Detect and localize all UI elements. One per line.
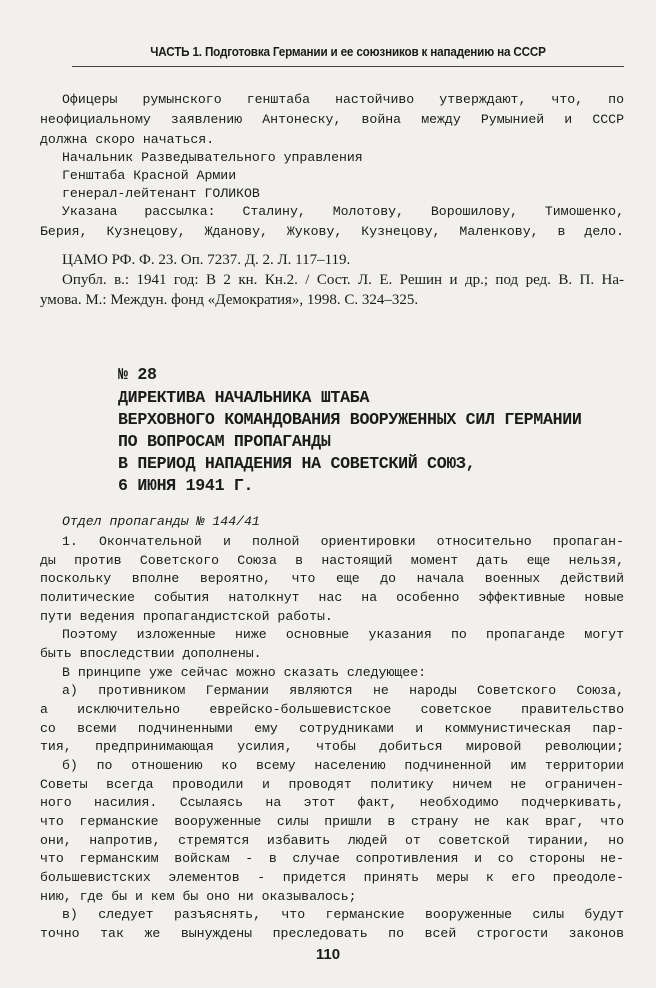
page-number: 110 — [315, 946, 341, 963]
distribution-line: Берия, Кузнецову, Жданову, Жукову, Кузнецову, Маленкову, в дело. — [40, 224, 624, 239]
publication-reference: умова. М.: Междун. фонд «Демократия», 1998. С. 324–325. — [40, 292, 419, 308]
body-line: 1. Окончательной и полной ориентировки относительно пропаган- — [62, 534, 624, 549]
body-line: ного насилия. Ссылаясь на этот факт, необходимо подчеркивать, — [40, 795, 624, 810]
running-header: ЧАСТЬ 1. Подготовка Германии и ее союзников к нападению на СССР — [150, 44, 546, 59]
archive-reference: ЦАМО РФ. Ф. 23. Оп. 7237. Д. 2. Л. 117–119. — [62, 252, 351, 268]
body-line: а исключительно еврейско-большевистское советское правительство — [40, 702, 624, 717]
body-line: что германским войскам - в случае сопротивления и со стороны не- — [40, 851, 624, 866]
header-rule — [72, 66, 624, 67]
signature-line: Генштаба Красной Армии — [62, 168, 237, 183]
publication-reference: Опубл. в.: 1941 год: В 2 кн. Кн.2. / Сост. Л. Е. Решин и др.; под ред. В. П. На- — [62, 272, 624, 288]
body-line: в) следует разъяснять, что германские вооруженные силы будут — [62, 907, 624, 922]
signature-line: генерал-лейтенант ГОЛИКОВ — [62, 186, 260, 201]
body-line: что германские вооруженные силы пришли в страну не как враг, что — [40, 814, 624, 829]
text-line: неофициальному заявлению Антонеску, война между Румынией и СССР — [40, 112, 624, 127]
body-line: поскольку вполне вероятно, что еще до начала военных действий — [40, 571, 624, 586]
body-line: а) противником Германии являются не народы Советского Союза, — [62, 683, 624, 698]
text-line: должна скоро начаться. — [40, 132, 215, 147]
body-line: большевистских элементов - придется принять меры к его преодоле- — [40, 870, 624, 885]
document-number: № 28 — [118, 365, 157, 384]
department-label: Отдел пропаганды № 144/41 — [62, 514, 260, 529]
body-line: они, напротив, стремятся избавить людей от советской тирании, но — [40, 833, 624, 848]
signature-line: Начальник Разведывательного управления — [62, 150, 363, 165]
body-line: политические события натолкнут нас на особенно эффективные новые — [40, 590, 624, 605]
body-line: нию, где бы и кем бы оно ни оказывалось; — [40, 889, 357, 904]
document-title-line: ПО ВОПРОСАМ ПРОПАГАНДЫ — [118, 432, 331, 451]
document-title-line: 6 ИЮНЯ 1941 Г. — [118, 476, 254, 495]
document-title-line: В ПЕРИОД НАПАДЕНИЯ НА СОВЕТСКИЙ СОЮЗ, — [118, 454, 476, 473]
body-line: Поэтому изложенные ниже основные указания по пропаганде могут — [62, 627, 624, 642]
body-line: пути ведения пропагандистской работы. — [40, 609, 333, 624]
body-line: быть впоследствии дополнены. — [40, 646, 262, 661]
document-title-line: ДИРЕКТИВА НАЧАЛЬНИКА ШТАБА — [118, 388, 370, 407]
body-line: б) по отношению ко всему населению подчиненной им территории — [62, 758, 624, 773]
distribution-line: Указана рассылка: Сталину, Молотову, Ворошилову, Тимошенко, — [62, 204, 624, 219]
body-line: тия, предпринимающая усилия, чтобы добиться мировой революции; — [40, 739, 624, 754]
text-line: Офицеры румынского генштаба настойчиво утверждают, что, по — [62, 92, 624, 107]
body-line: Советы всегда проводили и проводят политику ничем не ограничен- — [40, 777, 624, 792]
body-line: В принципе уже сейчас можно сказать следующее: — [62, 665, 427, 680]
body-line: ды против Советского Союза в настоящий момент дать еще нельзя, — [40, 553, 624, 568]
body-line: со всеми подчиненными ему сотрудниками и коммунистическая пар- — [40, 721, 624, 736]
document-title-line: ВЕРХОВНОГО КОМАНДОВАНИЯ ВООРУЖЕННЫХ СИЛ ГЕРМАНИИ — [118, 410, 582, 429]
body-line: точно так же вынуждены преследовать по всей строгости законов — [40, 926, 624, 941]
